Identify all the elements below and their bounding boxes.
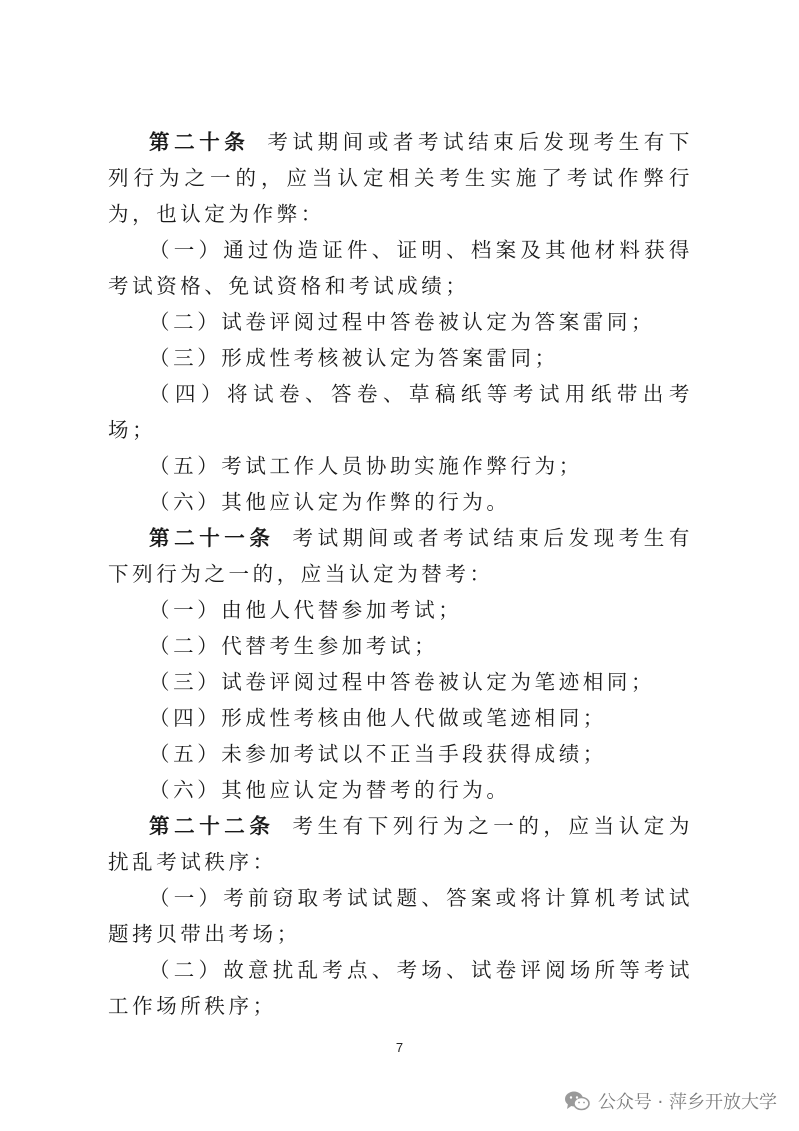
list-item: （六）其他应认定为替考的行为。 xyxy=(149,778,511,802)
article-text: 考试期间或者考试结束后发现考生有下列行为之一的，应当认定相关考生实施了考试作弊行为，也认定为作弊： xyxy=(108,130,694,226)
list-item: （四）将试卷、答卷、草稿纸等考试用纸带出考场； xyxy=(108,382,693,442)
list-item: （三）形成性考核被认定为答案雷同； xyxy=(149,346,559,370)
article-text: 考生有下列行为之一的，应当认定为扰乱考试秩序： xyxy=(108,814,694,874)
watermark xyxy=(564,1087,777,1115)
list-item: （一）通过伪造证件、证明、档案及其他材料获得考试资格、免试资格和考试成绩； xyxy=(108,238,693,298)
list-item: （二）代替考生参加考试； xyxy=(149,634,439,658)
watermark-text: 公众号 · 萍乡开放大学 xyxy=(597,1092,777,1113)
article-title: 第二十二条 xyxy=(149,814,275,838)
article-title: 第二十一条 xyxy=(149,526,275,550)
article-21 xyxy=(108,520,693,592)
list-item: （一）由他人代替参加考试； xyxy=(149,598,463,622)
article-text: 考试期间或者考试结束后发现考生有下列行为之一的，应当认定为替考： xyxy=(108,526,694,586)
list-item: （三）试卷评阅过程中答卷被认定为笔迹相同； xyxy=(149,670,656,694)
document-body xyxy=(108,124,693,1024)
list-item: （六）其他应认定为作弊的行为。 xyxy=(149,490,511,514)
list-item: （一）考前窃取考试试题、答案或将计算机考试试题拷贝带出考场； xyxy=(108,886,693,946)
article-title: 第二十条 xyxy=(149,130,250,154)
article-22 xyxy=(108,808,693,880)
list-item: （二）试卷评阅过程中答卷被认定为答案雷同； xyxy=(149,310,656,334)
wechat-icon xyxy=(564,1090,590,1112)
article-20 xyxy=(108,124,693,232)
list-item: （五）未参加考试以不正当手段获得成绩； xyxy=(149,742,607,766)
list-item: （二）故意扰乱考点、考场、试卷评阅场所等考试工作场所秩序； xyxy=(108,958,693,1018)
list-item: （五）考试工作人员协助实施作弊行为； xyxy=(149,454,583,478)
list-item: （四）形成性考核由他人代做或笔迹相同； xyxy=(149,706,607,730)
page-number: 7 xyxy=(395,1040,404,1055)
